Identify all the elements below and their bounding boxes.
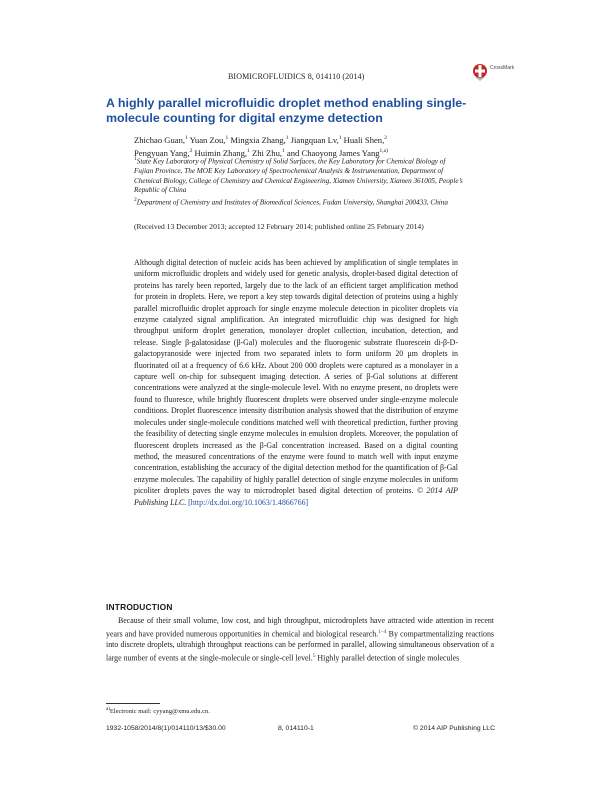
author-affiliation-marker: 1	[225, 135, 229, 141]
crossmark-icon	[472, 62, 488, 82]
author-name: Jiangquan Lv,	[288, 134, 339, 145]
author-affiliation-marker: 2	[384, 135, 388, 141]
affiliation-2: $^2$Department of Chemistry and Institutes of Biomedical Sciences, Fudan University, Shanghai 200433, China	[134, 196, 448, 207]
affiliations	[134, 155, 464, 208]
running-header: BIOMICROFLUIDICS 8, 014110 (2014)	[228, 72, 365, 81]
author-name: Huali Shen,	[341, 134, 385, 145]
author-name: Pengyuan Yang,	[134, 147, 190, 158]
footnote-email: $^{a)}$Electronic mail: cyyang@xmu.edu.cn.	[106, 707, 210, 716]
crossmark-logo[interactable]	[472, 62, 515, 84]
affiliation-1: $^1$State Key Laboratory of Physical Chemistry of Solid Surfaces, the Key Laboratory for Chemical Biology of Fujian Province, The MOE Key Laboratory of Spectrochemical Analysis & Instrumentation, Department of Chemical Biology, College of Chemistry and Chemical Engineering, Xiamen University, Xiamen 361005, People’s Republic of China	[134, 156, 463, 195]
author-name: Zhichao Guan,	[134, 134, 186, 145]
doi-link[interactable]: [http://dx.doi.org/10.1063/1.4866766]	[188, 497, 309, 507]
author-affiliation-marker: 2	[189, 147, 193, 154]
footer-issn: 1932-1058/2014/8(1)/014110/13/$30.00	[106, 725, 226, 732]
author-affiliation-marker: 1,a)	[379, 147, 388, 154]
author-affiliation-marker: 1	[338, 135, 342, 141]
author-name: Zhi Zhu,	[249, 147, 283, 158]
section-heading-introduction: INTRODUCTION	[106, 602, 173, 612]
article-title: A highly parallel microfluidic droplet method enabling single-molecule counting for digital enzyme detection	[106, 96, 467, 125]
author-name: Huimin Zhang,	[192, 147, 248, 158]
abstract-copyright: © 2014 AIP Publishing LLC.	[134, 486, 458, 507]
abstract-text: Although digital detection of nucleic acids has been achieved by amplification of single templates in uniform microfluidic droplets and widely used for genetic analysis, droplet-based digital detection of proteins has rarely been reported, largely due to the lack of an efficient target amplification method for protein in droplets. Here, we report a key step towards digital detection of proteins using a highly parallel microfluidic droplet approach for single enzyme molecule detection in picoliter droplets via enzyme catalyzed signal amplification. An integrated microfluidic chip was designed for high throughput uniform droplet generation, monolayer droplet collection, incubation, detection, and release. Single β-galatosidase (β-Gal) molecules and the fluorogenic substrate fluorescein di-β-D-galactopyranoside were injected from two separated inlets to form uniform 20 μm droplets in fluorinated oil at a frequency of 6.6 kHz. About 200 000 droplets were captured as a monolayer in a capture well on-chip for subsequent imaging detection. A series of β-Gal solutions at different concentrations were analyzed at the single-molecule level. With no enzyme present, no droplets were found to fluoresce, while brightly fluorescent droplets were observed under single-enzyme molecule conditions. Droplet fluorescence intensity distribution analysis showed that the distribution of enzyme molecules under single-molecule conditions matched well with theoretical prediction, further proving the feasibility of detecting single enzyme molecules in emulsion droplets. Moreover, the population of fluorescent droplets increased as the β-Gal concentration increased. Based on a digital counting method, the measured concentrations of the enzyme were found to match well with input enzyme concentration, establishing the accuracy of the digital detection method for the quantification of β-Gal enzyme molecules. The capability of highly parallel detection of single enzyme molecules in uniform picoliter droplets paves the way to microdroplet based digital detection of proteins.	[134, 258, 458, 496]
footer-copyright: © 2014 AIP Publishing LLC	[413, 725, 495, 732]
footer-page-number: 8, 014110-1	[278, 725, 314, 732]
footnote-divider	[106, 703, 160, 704]
introduction-paragraph: Because of their small volume, low cost, and high throughput, microdroplets have attracted wide attention in recent years and have provided numerous opportunities in chemical and biological research.$^{1-4}$ By compartmentalizing reactions into discrete droplets, ultrahigh throughput reactions can be performed in parallel, allowing simultaneous observation of a large number of events at the single-molecule or single-cell level.$^5$ Highly parallel detection of single molecules	[106, 616, 494, 663]
author-name: and Chaoyong James Yang	[284, 147, 380, 158]
author-affiliation-marker: 1	[285, 135, 289, 141]
author-name: Yuan Zou,	[187, 134, 226, 145]
received-dates: (Received 13 December 2013; accepted 12 February 2014; published online 25 February 2014)	[134, 222, 424, 231]
author-affiliation-marker: 1	[247, 147, 250, 154]
author-affiliation-marker: 1	[282, 147, 285, 154]
author-name: Mingxia Zhang,	[228, 134, 286, 145]
citation-1-4[interactable]: 1–4	[378, 628, 387, 635]
author-affiliation-marker: 1	[185, 135, 188, 141]
crossmark-label: CrossMark	[490, 65, 515, 71]
abstract	[134, 257, 458, 508]
citation-5[interactable]: 5	[312, 653, 316, 660]
